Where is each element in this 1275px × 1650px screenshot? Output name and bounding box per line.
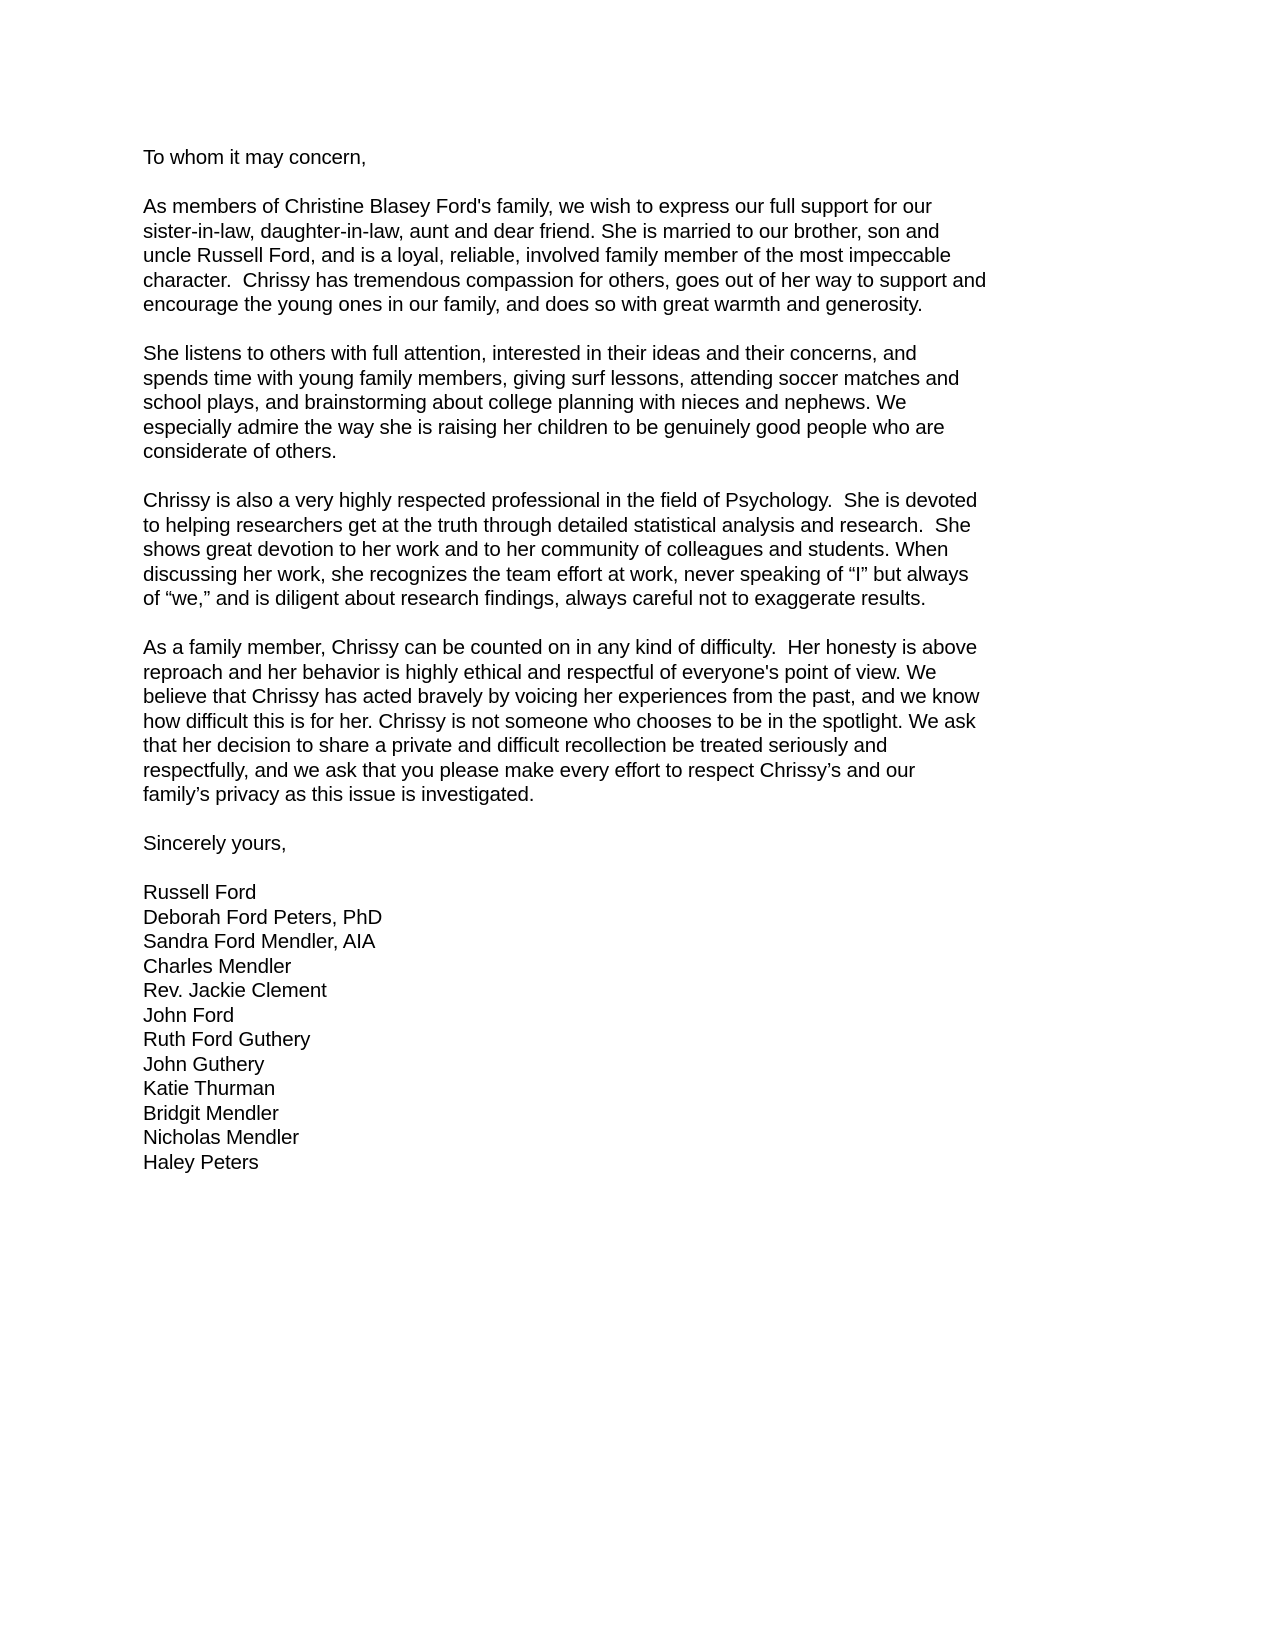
paragraph-4 [143, 636, 1143, 808]
signature-name: Deborah Ford Peters, PhD [143, 905, 383, 929]
signature-name: Katie Thurman [143, 1077, 276, 1100]
signature-name: Rev. Jackie Clement [143, 979, 327, 1002]
text-line: sister-in-law, daughter-in-law, aunt and dear friend. She is married to our brother, son and [143, 219, 940, 243]
paragraph-2 [143, 342, 1143, 465]
signature-name: Nicholas Mendler [143, 1126, 299, 1149]
signature-name: Ruth Ford Guthery [143, 1028, 311, 1051]
text-line: Chrissy is also a very highly respected professional in the field of Psychology. She is devoted [143, 489, 978, 512]
signature-name: Sandra Ford Mendler, AIA [143, 930, 376, 953]
paragraph-1 [143, 195, 1143, 318]
text-line: reproach and her behavior is highly ethical and respectful of everyone's point of view. We [143, 660, 937, 684]
text-line: encourage the young ones in our family, and does so with great warmth and generosity. [143, 293, 923, 316]
text-line: character. Chrissy has tremendous compassion for others, goes out of her way to support and [143, 268, 987, 292]
text-line: believe that Chrissy has acted bravely by voicing her experiences from the past, and we know [143, 685, 980, 708]
signature-name: Charles Mendler [143, 954, 292, 978]
signature-name: Haley Peters [143, 1150, 259, 1174]
text-line: As a family member, Chrissy can be counted on in any kind of difficulty. Her honesty is above [143, 636, 978, 659]
signature-name: John Ford [143, 1003, 234, 1027]
text-line: spends time with young family members, giving surf lessons, attending soccer matches and [143, 366, 960, 390]
text-line: how difficult this is for her. Chrissy is not someone who chooses to be in the spotlight. We ask [143, 709, 976, 733]
text-line: As members of Christine Blasey Ford's family, we wish to express our full support for our [143, 195, 932, 218]
text-line: discussing her work, she recognizes the team effort at work, never speaking of “I” but always [143, 562, 969, 586]
text-line: family’s privacy as this issue is investigated. [143, 783, 535, 806]
text-line: considerate of others. [143, 440, 337, 463]
signature-list [143, 881, 1143, 1175]
signature-name: Bridgit Mendler [143, 1101, 279, 1125]
text-line: school plays, and brainstorming about college planning with nieces and nephews. We [143, 391, 907, 414]
signature-name: John Guthery [143, 1052, 265, 1076]
text-line: uncle Russell Ford, and is a loyal, reliable, involved family member of the most impeccable [143, 244, 951, 267]
signature-name: Russell Ford [143, 881, 257, 904]
text-line: to helping researchers get at the truth through detailed statistical analysis and research. She [143, 513, 971, 537]
paragraph-3 [143, 489, 1143, 612]
salutation: To whom it may concern, [143, 146, 367, 169]
text-line: especially admire the way she is raising her children to be genuinely good people who are [143, 415, 945, 439]
closing: Sincerely yours, [143, 832, 287, 855]
text-line: She listens to others with full attention, interested in their ideas and their concerns, and [143, 342, 917, 365]
text-line: respectfully, and we ask that you please make every effort to respect Chrissy’s and our [143, 758, 916, 782]
text-line: that her decision to share a private and difficult recollection be treated seriously and [143, 734, 888, 757]
text-line: of “we,” and is diligent about research findings, always careful not to exaggerate results. [143, 587, 926, 610]
text-line: shows great devotion to her work and to her community of colleagues and students. When [143, 538, 949, 561]
